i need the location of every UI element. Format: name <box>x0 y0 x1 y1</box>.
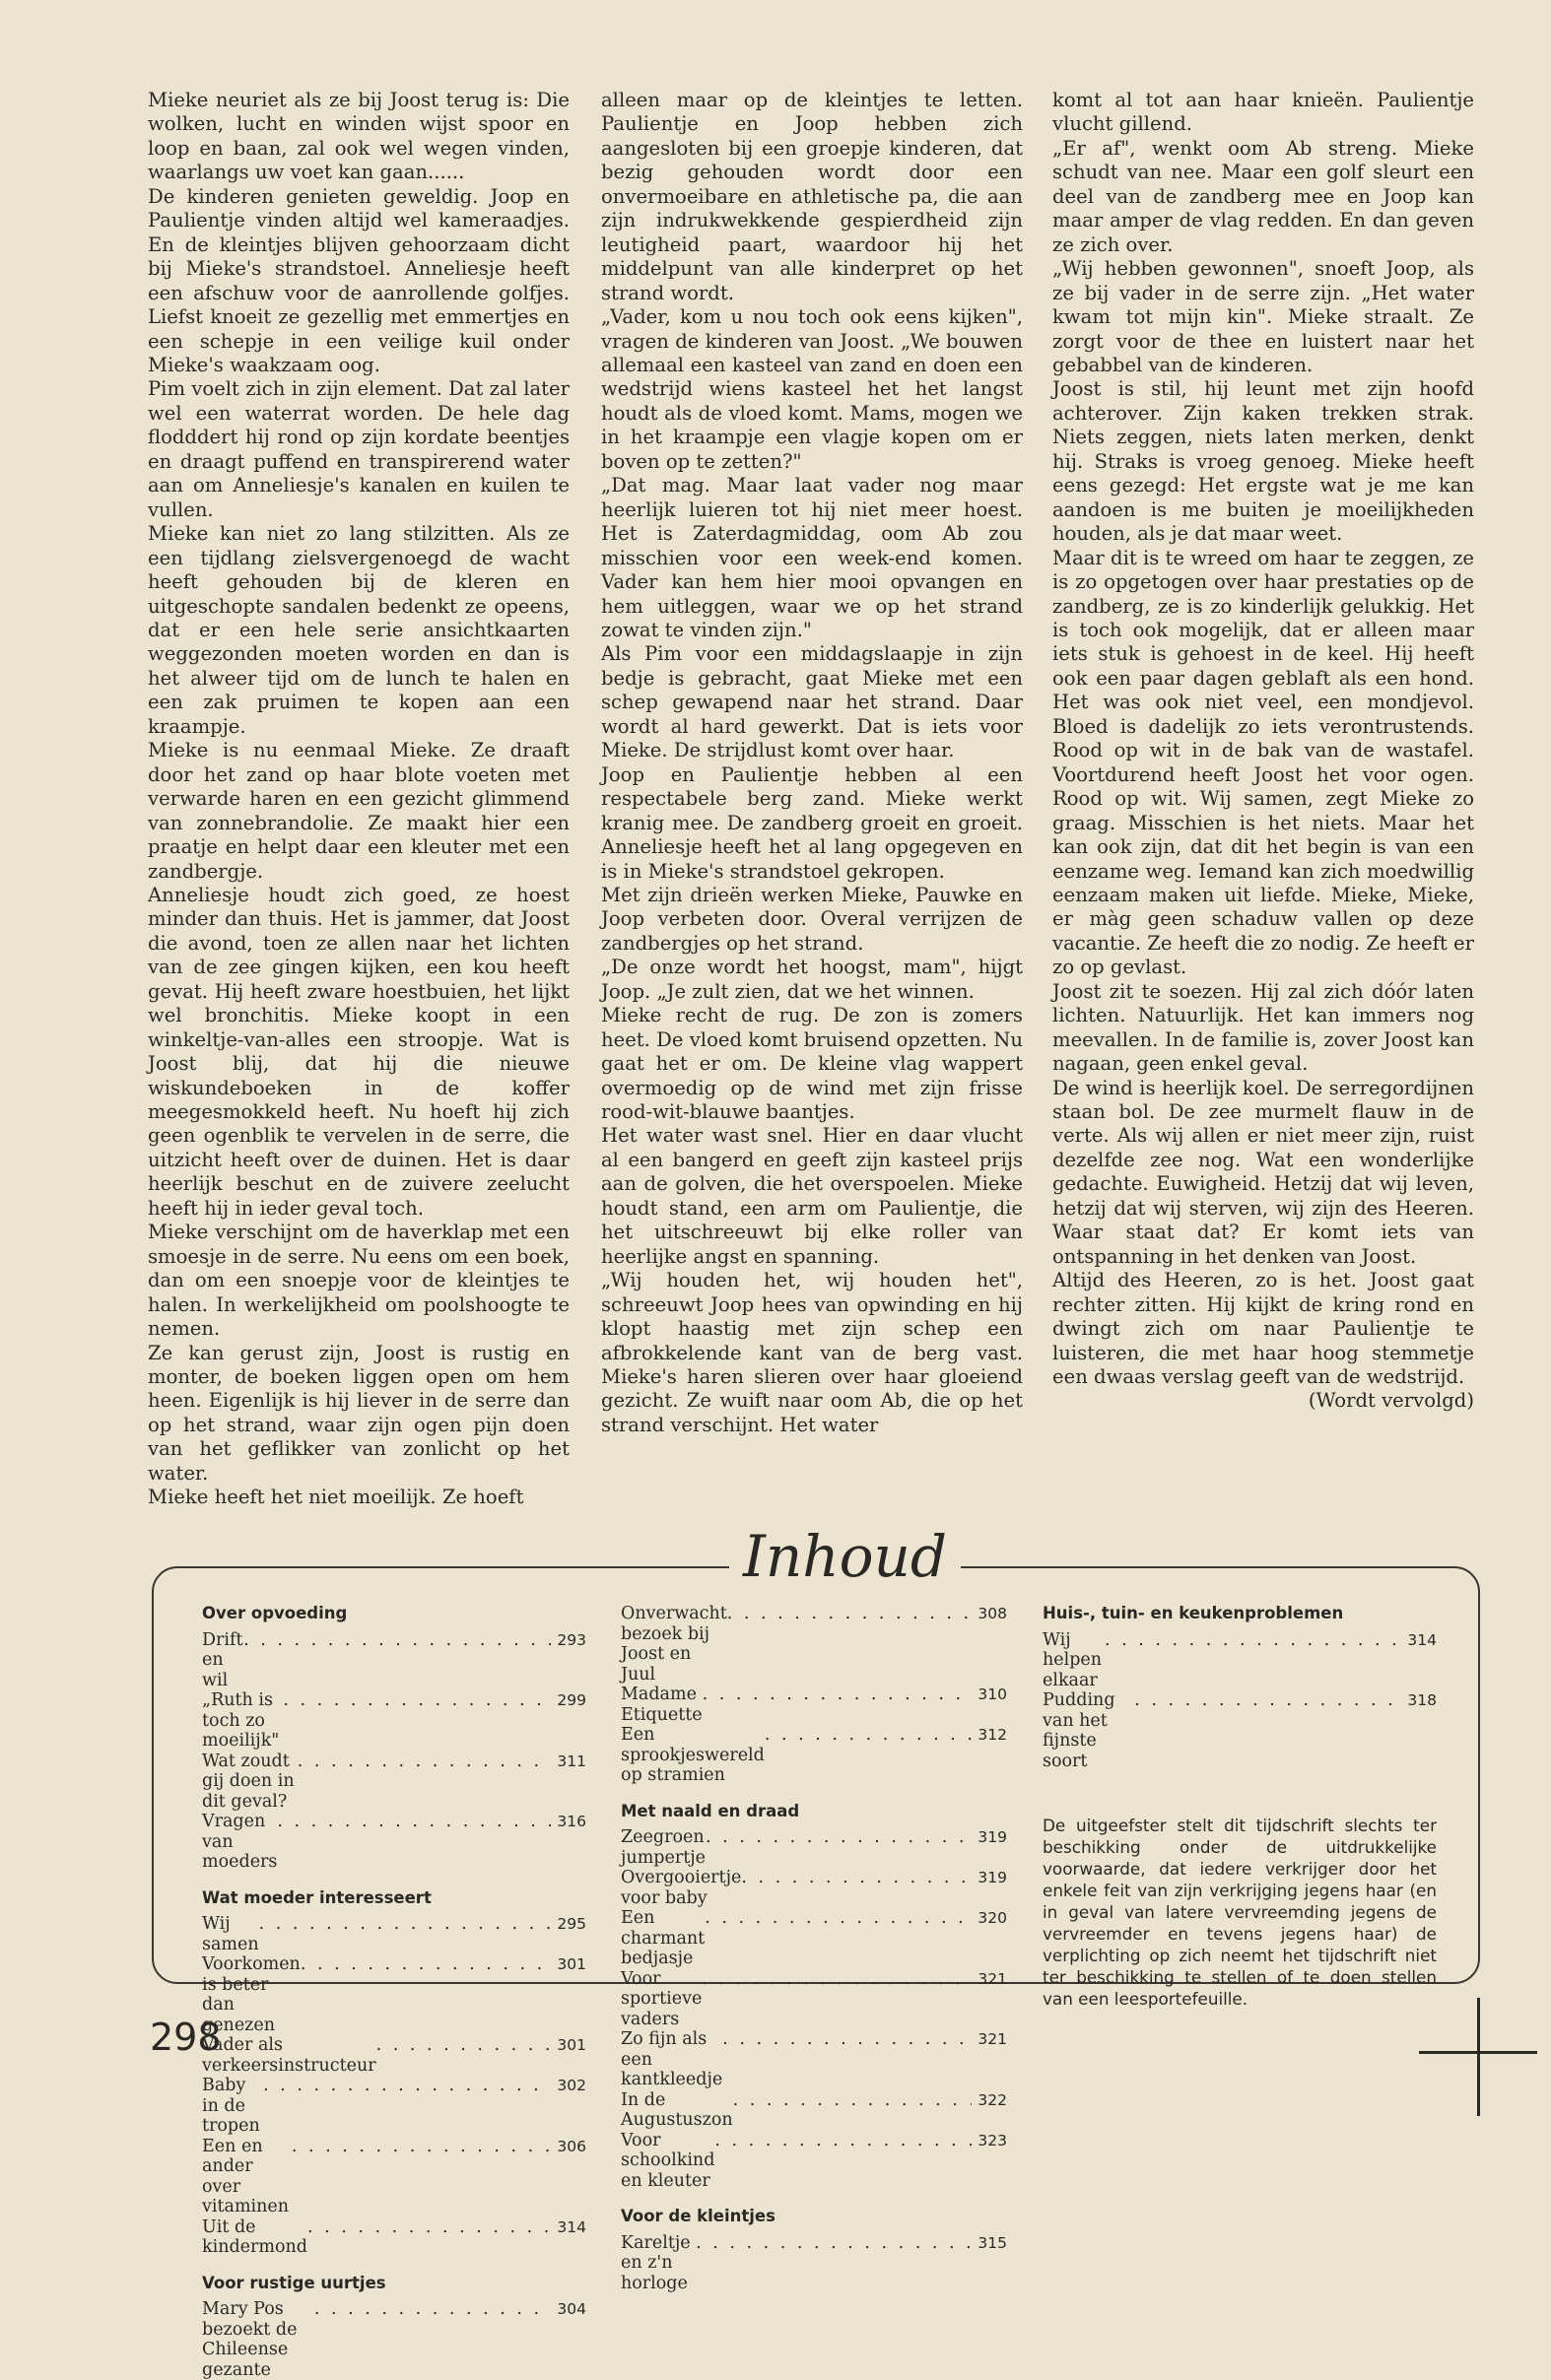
contents-entry-page: 322 <box>978 2090 1007 2109</box>
contents-entry <box>202 1954 586 2035</box>
contents-entry-page: 304 <box>557 2300 586 2318</box>
dot-leader <box>727 1604 973 1624</box>
contents-entry <box>202 2035 586 2076</box>
contents-entry-title: Een charmant bedjasje <box>621 1908 706 1968</box>
story-paragraph: „Er af", wenkt oom Ab streng. Mieke schudt van nee. Maar een golf sleurt een deel van de zandberg mee en Joop kan maar amper de vlag redden. En dan geven ze zich over. <box>1052 136 1474 256</box>
contents-entry-page: 319 <box>978 1828 1007 1846</box>
story-column-2 <box>601 89 1023 1437</box>
contents-entry-page: 306 <box>557 2137 586 2155</box>
contents-section-heading: Wat moeder interesseert <box>202 1887 432 1907</box>
story-column-1 <box>148 89 570 1510</box>
story-paragraph: komt al tot aan haar knieën. Paulientje vlucht gillend. <box>1052 89 1474 136</box>
contents-entry <box>621 1868 1007 1908</box>
contents-section-heading: Met naald en draad <box>621 1801 800 1820</box>
dot-leader <box>292 2137 551 2157</box>
story-paragraph: Altijd des Heeren, zo is het. Joost gaat rechter zitten. Hij kijkt de kring rond en dwingt zich om naar Paulientje te luisteren, die met haar hoog stemmetje een dwaas verslag geeft van de wedstrijd. <box>1052 1269 1474 1389</box>
contents-entry-page: 321 <box>978 1969 1007 1988</box>
contents-entry <box>621 1685 1007 1725</box>
contents-entry-page: 314 <box>557 2217 586 2236</box>
dot-leader <box>722 2029 972 2050</box>
story-paragraph: „Vader, kom u nou toch ook eens kijken", vragen de kinderen van Joost. „We bouwen allemaal een kasteel van zand en doen een wedstrijd wiens kasteel het het langst houdt als de vloed komt. Mams, mogen we in het kraampje een vlagje kopen om er boven op te zetten?" <box>601 305 1023 473</box>
story-paragraph: Als Pim voor een middagslaapje in zijn bedje is gebracht, gaat Mieke met een schep gewapend naar het strand. Daar wordt al hard gewerkt. Dat is iets voor Mieke. De strijdlust komt over haar. <box>601 642 1023 762</box>
page-number: 298 <box>150 2016 222 2059</box>
dot-leader <box>376 2035 552 2056</box>
contents-entry <box>202 2217 586 2258</box>
dot-leader <box>301 1954 552 1975</box>
contents-entry-page: 311 <box>557 1752 586 1770</box>
contents-entry-title: Pudding van het fijnste soort <box>1043 1690 1115 1771</box>
contents-section-heading: Voor rustige uurtjes <box>202 2273 386 2292</box>
contents-entry <box>621 1969 1007 2030</box>
dot-leader <box>259 1914 552 1935</box>
contents-entry <box>202 1914 586 1954</box>
contents-entry-page: 302 <box>557 2077 586 2094</box>
contents-entry-title: Mary Pos bezoekt de Chileense gezante <box>202 2299 298 2380</box>
contents-entry <box>202 1690 586 1752</box>
contents-entry-page: 295 <box>557 1915 586 1933</box>
dot-leader <box>1134 1690 1401 1711</box>
story-paragraph: De kinderen genieten geweldig. Joop en Paulientje vinden altijd wel kameraadjes. En de kleintjes blijven gehoorzaam dicht bij Mieke's strandstoel. Anneliesje heeft een afschuw voor de aanrollende golfjes. Liefst knoeit ze gezellig met emmertjes en een schepje in een veilige kuil onder Mieke's waakzaam oog. <box>148 184 570 376</box>
contents-entry-title: Uit de kindermond <box>202 2216 307 2257</box>
story-paragraph: Joost is stil, hij leunt met zijn hoofd achterover. Zijn kaken trekken strak. Niets zeggen, niets laten merken, denkt hij. Straks is vroeg genoeg. Mieke heeft eens gezegd: Het ergste wat je me kan aandoen is me buiten je moeilijkheden houden, als je dat maar weet. <box>1052 377 1474 546</box>
contents-entry <box>1043 1630 1437 1691</box>
contents-entry-title: Kareltje en z'n horloge <box>621 2232 691 2293</box>
story-paragraph: Pim voelt zich in zijn element. Dat zal later wel een waterrat worden. De hele dag flodddert hij rond op zijn kordate beentjes en draagt puffend en transpirerend water aan om Anneliesje's kanalen en kuilen te vullen. <box>148 377 570 521</box>
contents-entry <box>202 1812 586 1873</box>
story-paragraph: Ze kan gerust zijn, Joost is rustig en monter, de boeken liggen open om hem heen. Eigenlijk is hij liever in de serre dan op het strand, waar zijn ogen pijn doen van het geflikker van zonlicht op het water. <box>148 1341 570 1485</box>
contents-entry <box>621 1827 1007 1868</box>
contents-entry-title: Voor sportieve vaders <box>621 1968 703 2029</box>
contents-entry <box>621 1725 1007 1786</box>
contents-entry <box>621 2090 1007 2131</box>
dot-leader <box>702 1969 972 1990</box>
contents-entry <box>202 2299 586 2380</box>
contents-entry <box>202 1752 586 1813</box>
contents-entry-page: 301 <box>557 1955 586 1973</box>
contents-entry-title: Baby in de tropen <box>202 2076 260 2136</box>
story-paragraph: Joop en Paulientje hebben al een respectabele berg zand. Mieke werkt kranig mee. De zandberg groeit en groeit. Anneliesje heeft het al lang opgegeven en is in Mieke's strandstoel gekropen. <box>601 762 1023 883</box>
contents-entry-title: Voor schoolkind en kleuter <box>621 2130 715 2191</box>
contents-section-heading: Over opvoeding <box>202 1604 348 1622</box>
contents-entry <box>202 2137 586 2217</box>
dot-leader <box>307 2217 551 2238</box>
story-paragraph: Mieke kan niet zo lang stilzitten. Als ze een tijdlang zielsvergenoegd de wacht heeft gehouden bij de kleren en uitgeschopte sandalen bedenkt ze opeens, dat er een hele serie ansichtkaarten weggezonden moeten worden en dan is het alweer tijd om de lunch te halen en een zak pruimen te kopen aan een kraampje. <box>148 522 570 738</box>
contents-entry-title: Madame Etiquette <box>621 1685 703 1725</box>
dot-leader <box>765 1725 973 1746</box>
contents-entry-title: Zo fijn als een kantkleedje <box>621 2029 723 2089</box>
dot-leader <box>741 1868 972 1888</box>
contents-entry-page: 320 <box>978 1909 1007 1927</box>
story-paragraph: „Dat mag. Maar laat vader nog maar heerlijk luieren tot hij niet meer hoest. Het is Zaterdagmiddag, oom Ab zou misschien voor een week-end komen. Vader kan hem hier mooi opvangen en hem uitleggen, waar we op het strand zowat te vinden zijn." <box>601 474 1023 641</box>
contents-entry <box>621 2029 1007 2090</box>
contents-entry <box>621 1604 1007 1685</box>
contents-entry-page: 308 <box>978 1605 1007 1622</box>
contents-entry <box>621 1908 1007 1969</box>
to-be-continued: (Wordt vervolgd) <box>1308 1389 1474 1413</box>
contents-title: Inhoud <box>729 1522 961 1591</box>
contents-entry-title: Vragen van moeders <box>202 1812 278 1872</box>
contents-entry-title: „Ruth is toch zo moeilijk" <box>202 1690 280 1751</box>
story-paragraph: Anneliesje houdt zich goed, ze hoest minder dan thuis. Het is jammer, dat Joost die avond, toen ze allen naar het lichten van de zee gingen kijken, een kou heeft gevat. Hij heeft zware hoestbuien, het lijkt wel bronchitis. Mieke koopt in een winkeltje-van-alles een stroopje. Wat is Joost blij, dat hij die nieuwe wiskundeboeken in de koffer meegesmokkeld heeft. Nu hoeft hij zich geen ogenblik te vervelen in de serre, die uitzicht heeft over de duinen. Het is daar heerlijk beschut en de zuivere zeelucht heeft hij in ieder geval toch. <box>148 883 570 1220</box>
story-paragraph: Mieke recht de rug. De zon is zomers heet. De vloed komt bruisend opzetten. Nu gaat het er om. De kleine vlag wappert overmoedig op de wind met zijn frisse rood-wit-blauwe baantjes. <box>601 1004 1023 1124</box>
dot-leader <box>314 2299 551 2320</box>
contents-entry-title: In de Augustuszon <box>621 2089 733 2130</box>
story-paragraph: Met zijn drieën werken Mieke, Pauwke en Joop verbeten door. Overal verrijzen de zandbergjes op het strand. <box>601 883 1023 955</box>
contents-entry-title: Onverwacht bezoek bij Joost en Juul <box>621 1604 727 1685</box>
dot-leader <box>705 1908 972 1929</box>
story-paragraph: De wind is heerlijk koel. De serregordijnen staan bol. De zee murmelt flauw in de verte. Als wij allen er niet meer zijn, ruist dezelfde zee nog. Wat een wonderlijke gedachte. Euwigheid. Hetzij dat wij leven, hetzij dat wij sterven, wij zijn des Heeren. Waar staat dat? Er komt iets van ontspanning in het denken van Joost. <box>1052 1076 1474 1268</box>
contents-entry-title: Vader als verkeersinstructeur <box>202 2035 376 2076</box>
contents-entry-title: Zeegroen jumpertje <box>621 1827 707 1868</box>
contents-entry-page: 316 <box>557 1813 586 1830</box>
contents-entry-title: Wij helpen elkaar <box>1043 1629 1103 1690</box>
story-column-3 <box>1052 89 1474 1414</box>
contents-column-2 <box>621 1604 1007 2293</box>
story-paragraph: Mieke is nu eenmaal Mieke. Ze draaft door het zand op haar blote voeten met verwarde haren en een gezicht glimmend van zonnebrandolie. Ze maakt hier een praatje en helpt daar een kleuter met een zandbergje. <box>148 739 570 883</box>
contents-entry-page: 312 <box>978 1726 1007 1744</box>
publisher-notice: De uitgeefster stelt dit tijdschrift slechts ter beschikking onder de uitdrukkelijke voorwaarde, dat iedere verkrijger door het enkele feit van zijn verkrijging jegens haar (en in geval van latere vervreemding jegens de vervreemder en tevens jegens haar) de verplichting op zich neemt het tijdschrift niet ter beschikking te stellen of te doen stellen van een leesportefeuille. <box>1043 1816 1437 2009</box>
contents-entry-page: 299 <box>557 1691 586 1709</box>
dot-leader <box>243 1630 551 1651</box>
contents-entry-page: 319 <box>978 1869 1007 1886</box>
contents-section-heading: Huis-, tuin- en keukenproblemen <box>1043 1604 1344 1622</box>
dot-leader <box>298 1752 552 1772</box>
story-paragraph: Maar dit is te wreed om haar te zeggen, ze is zo opgetogen over haar prestaties op de zandberg, ze is zo kinderlijk gelukkig. Het is toch ook mogelijk, dat er alleen maar iets stuk is gehoest in de keel. Hij heeft ook een paar dagen geblaft als een hond. Het was ook niet veel, een mondjevol. Bloed is dadelijk zo iets verontrustends. Rood op wit in de bak van de wastafel. Voortdurend heeft Joost het voor ogen. Rood op wit. Wij samen, zegt Mieke zo graag. Misschien is het niets. Maar het kan ook zijn, dat dit het begin is van een eenzame weg. Iemand kan zich moedwillig eenzaam maken uit liefde. Mieke, Mieke, er màg geen schaduw vallen op deze vacantie. Ze heeft die zo nodig. Ze heeft er zo op gevlast. <box>1052 546 1474 979</box>
contents-entry <box>1043 1690 1437 1771</box>
crop-mark-vertical <box>1477 1998 1480 2116</box>
dot-leader <box>696 2233 972 2254</box>
contents-entry-page: 310 <box>978 1686 1007 1703</box>
story-paragraph: Mieke heeft het niet moeilijk. Ze hoeft <box>148 1486 524 1509</box>
contents-section-heading: Voor de kleintjes <box>621 2207 776 2225</box>
contents-entry-page: 323 <box>978 2131 1007 2149</box>
contents-column-3 <box>1043 1604 1437 2010</box>
dot-leader <box>733 2090 973 2111</box>
contents-entry-title: Voorkomen is beter dan genezen <box>202 1954 301 2035</box>
story-paragraph: Het water wast snel. Hier en daar vlucht al een bangerd en geeft zijn kasteel prijs aan de golven, die het overspoelen. Mieke houdt stand, een arm om Paulientje, die het uitschreeuwt bij elke roller van heerlijke angst en spanning. <box>601 1124 1023 1268</box>
contents-entry-page: 315 <box>978 2233 1007 2252</box>
contents-entry <box>621 2131 1007 2192</box>
story-paragraph: Mieke verschijnt om de haverklap met een smoesje in de serre. Nu eens om een boek, dan om een snoepje voor de kleintjes te halen. In werkelijkheid om poolshoogte te nemen. <box>148 1221 570 1341</box>
dot-leader <box>277 1812 551 1832</box>
contents-column-1 <box>202 1604 586 2380</box>
contents-entry-title: Wij samen <box>202 1914 259 1954</box>
contents-entry-title: Overgooiertje voor baby <box>621 1868 742 1908</box>
contents-entry-title: Een sprookjeswereld op stramien <box>621 1725 765 1785</box>
story-paragraph: alleen maar op de kleintjes te letten. Paulientje en Joop hebben zich aangesloten bij een groepje kinderen, dat bezig gehouden wordt door een onvermoeibare en athletische pa, die aan zijn indrukwekkende gespierdheid zijn leutigheid paart, waardoor hij het middelpunt van alle kinderpret op het strand wordt. <box>601 89 1023 304</box>
contents-entry <box>202 2076 586 2137</box>
contents-entry-title: Wat zoudt gij doen in dit geval? <box>202 1751 295 1812</box>
story-paragraph: Joost zit te soezen. Hij zal zich dóór laten lichten. Natuurlijk. Het kan immers nog meevallen. In de familie is, zover Joost kan nagaan, geen enkel geval. <box>1052 979 1474 1076</box>
contents-entry-title: Drift en wil <box>202 1629 243 1690</box>
story-paragraph: „Wij hebben gewonnen", snoeft Joop, als ze bij vader in de serre zijn. „Het water kwam tot mijn kin". Mieke straalt. Ze zorgt voor de thee en luistert naar het gebabbel van de kinderen. <box>1052 257 1474 376</box>
contents-entry <box>202 1630 586 1691</box>
contents-entry-page: 301 <box>557 2036 586 2054</box>
story-paragraph: „Wij houden het, wij houden het", schreeuwt Joop hees van opwinding en hij klopt haastig met zijn schep een afbrokkelende kant van de berg vast. Mieke's haren slieren over haar gloeiend gezicht. Ze wuift naar oom Ab, die op het strand verschijnt. Het water <box>601 1269 1023 1436</box>
contents-entry-page: 293 <box>557 1630 586 1649</box>
contents-entry-title: Een en ander over vitaminen <box>202 2136 290 2216</box>
story-paragraph: „De onze wordt het hoogst, mam", hijgt Joop. „Je zult zien, dat we het winnen. <box>601 956 1023 1003</box>
dot-leader <box>283 1690 551 1711</box>
dot-leader <box>263 2076 551 2096</box>
story-paragraph: Mieke neuriet als ze bij Joost terug is: Die wolken, lucht en winden wijst spoor en loop en baan, zal ook wel wegen vinden, waarlangs uw voet kan gaan...... <box>148 89 570 184</box>
contents-entry-page: 314 <box>1407 1630 1437 1649</box>
dot-leader <box>703 1685 973 1705</box>
dot-leader <box>706 1827 972 1848</box>
contents-entry-page: 321 <box>978 2030 1007 2048</box>
contents-entry-page: 318 <box>1407 1691 1437 1709</box>
dot-leader <box>1105 1630 1401 1651</box>
contents-entry <box>621 2233 1007 2294</box>
